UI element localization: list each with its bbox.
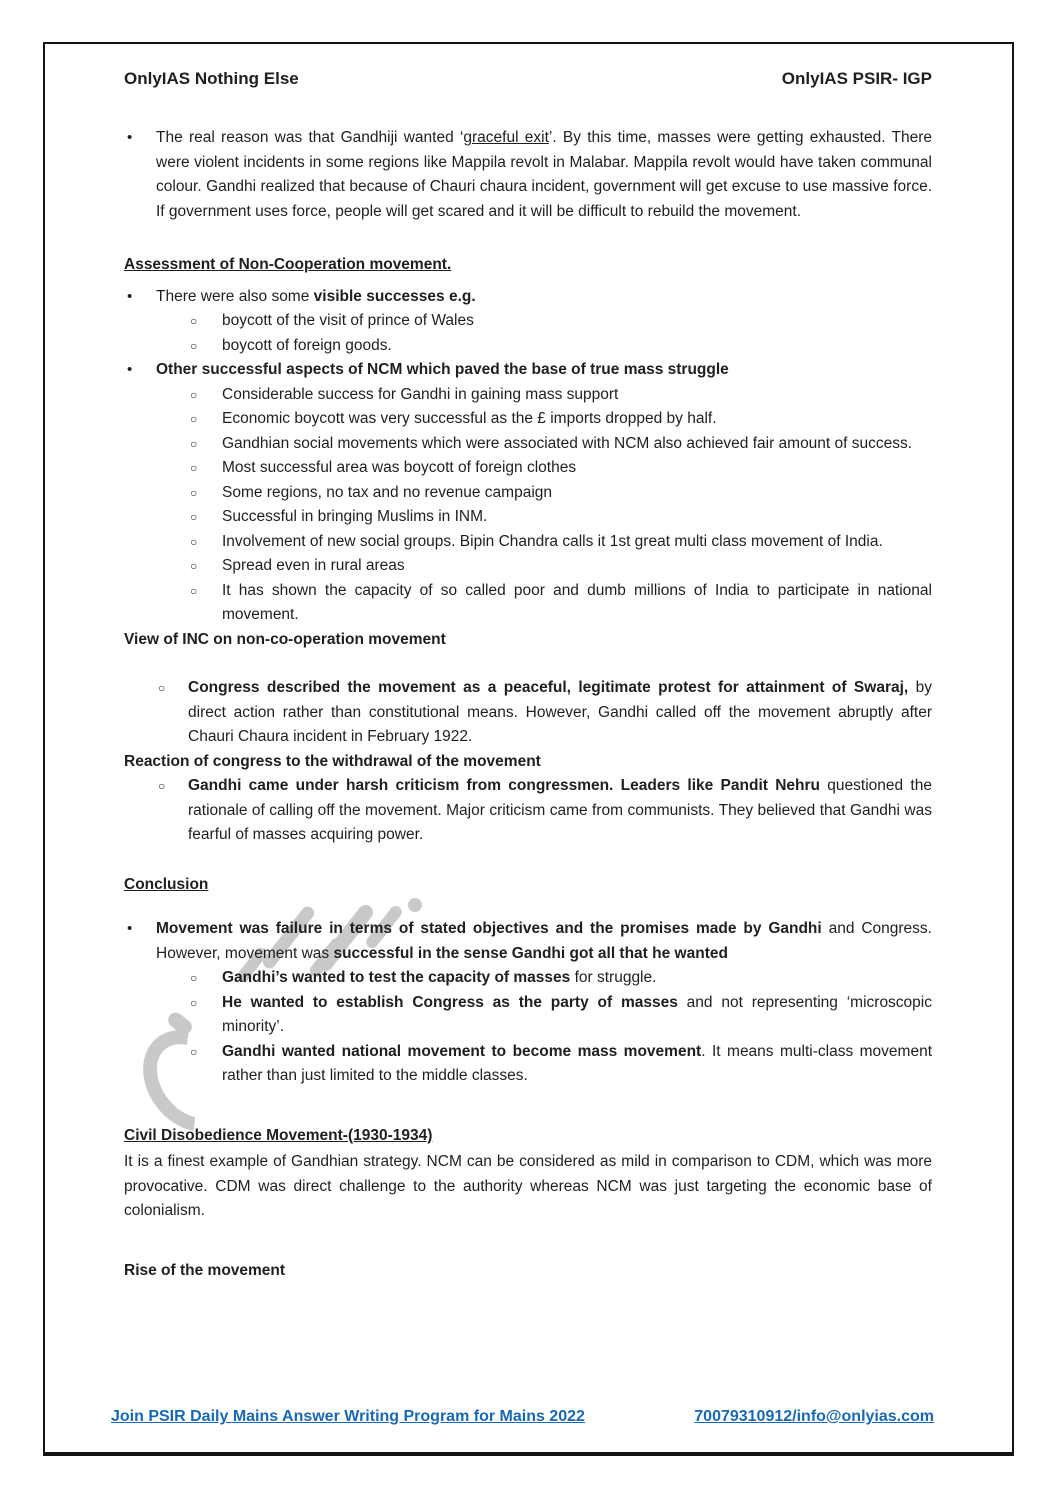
list-item: ○ Considerable success for Gandhi in gaining mass support bbox=[124, 383, 932, 408]
circle-marker: ○ bbox=[190, 387, 198, 402]
bullet-marker: • bbox=[127, 361, 133, 378]
section-heading-assessment: Assessment of Non-Cooperation movement. bbox=[124, 256, 452, 273]
footer-contact-link[interactable]: 70079310912/info@onlyias.com bbox=[694, 1408, 934, 1425]
footer-program-link[interactable]: Join PSIR Daily Mains Answer Writing Program for Mains 2022 bbox=[111, 1408, 585, 1425]
header-left-title: OnlyIAS Nothing Else bbox=[124, 69, 299, 88]
circle-marker: ○ bbox=[190, 583, 198, 598]
bullet-marker: • bbox=[127, 920, 133, 937]
circle-marker: ○ bbox=[190, 461, 198, 475]
section-heading-reaction: Reaction of congress to the withdrawal of the movement bbox=[124, 752, 541, 770]
section-heading-rise: Rise of the movement bbox=[124, 1261, 286, 1279]
list-item: ○ Involvement of new social groups. Bipin Chandra calls it 1st great multi class movement of India. bbox=[124, 530, 932, 555]
list-item: ○ Successful in bringing Muslims in INM. bbox=[124, 505, 932, 530]
underlined-phrase: graceful exit bbox=[463, 129, 549, 146]
circle-marker: ○ bbox=[190, 559, 198, 573]
section-heading-cdm: Civil Disobedience Movement-(1930-1934) bbox=[124, 1126, 433, 1144]
list-item: ○ Most successful area was boycott of foreign clothes bbox=[124, 456, 932, 481]
circle-marker: ○ bbox=[190, 436, 198, 451]
circle-marker: ○ bbox=[190, 338, 198, 353]
circle-marker: ○ bbox=[190, 995, 198, 1010]
list-item: ○ Economic boycott was very successful as the £ imports dropped by half. bbox=[124, 407, 932, 432]
circle-marker: ○ bbox=[158, 779, 166, 793]
list-item: ○ Gandhi’s wanted to test the capacity of masses for struggle. bbox=[124, 966, 932, 991]
bullet-marker: • bbox=[127, 287, 133, 305]
list-item: ○ Gandhi wanted national movement to become mass movement. It means multi-class movement rather than just limited to the middle classes. bbox=[124, 1040, 932, 1089]
intro-bullet-item bbox=[124, 126, 932, 224]
circle-marker: ○ bbox=[190, 971, 198, 985]
list-item: ○ Some regions, no tax and no revenue campaign bbox=[124, 481, 932, 506]
cdm-paragraph: It is a finest example of Gandhian strategy. NCM can be considered as mild in comparison to CDM, which was more provocative. CDM was direct challenge to the authority whereas NCM was just targeting the economic base of colonialism. bbox=[124, 1153, 932, 1219]
list-item: ○ Gandhian social movements which were associated with NCM also achieved fair amount of success. bbox=[124, 432, 932, 457]
circle-marker: ○ bbox=[190, 1044, 198, 1059]
list-item: • Other successful aspects of NCM which paved the base of true mass struggle bbox=[124, 358, 932, 383]
list-item: • There were also some visible successes e.g. bbox=[124, 285, 932, 310]
list-item: ○ boycott of foreign goods. bbox=[124, 334, 932, 359]
circle-marker: ○ bbox=[190, 314, 198, 328]
list-item: ○ It has shown the capacity of so called poor and dumb millions of India to participate in national movement. bbox=[124, 579, 932, 628]
circle-marker: ○ bbox=[190, 485, 198, 500]
list-item: ○ Gandhi came under harsh criticism from congressmen. Leaders like Pandit Nehru questioned the rationale of calling off the movement. Major criticism came from communists. They believed that Gandhi was fearful of masses acquiring power. bbox=[124, 774, 932, 848]
circle-marker: ○ bbox=[190, 510, 198, 524]
section-heading-inc-view: View of INC on non-co-operation movement bbox=[124, 630, 446, 648]
list-item: ○ boycott of the visit of prince of Wales bbox=[124, 309, 932, 334]
bullet-marker: • bbox=[127, 129, 133, 146]
page-footer bbox=[111, 1408, 934, 1426]
list-item: • Movement was failure in terms of stated objectives and the promises made by Gandhi and Congress. However, movement was successful in the sense Gandhi got all that he wanted bbox=[124, 917, 932, 966]
intro-text: The real reason was that Gandhiji wanted ‘graceful exit’. By this time, masses were getting exhausted. There were violent incidents in some regions like Mappila revolt in Malabar. Mappila revolt would have taken communal colour. Gandhi realized that because of Chauri chaura incident, government will get excuse to use massive force. If government uses force, people will get scared and it will be difficult to rebuild the movement. bbox=[156, 129, 932, 220]
document-content bbox=[45, 44, 1012, 1283]
assessment-list bbox=[124, 285, 932, 628]
circle-marker: ○ bbox=[158, 681, 166, 695]
list-item: ○ Congress described the movement as a peaceful, legitimate protest for attainment of Swaraj, by direct action rather than constitutional means. However, Gandhi called off the movement abruptly after Chauri Chaura incident in February 1922. bbox=[124, 676, 932, 750]
circle-marker: ○ bbox=[190, 412, 198, 426]
header-right-title: OnlyIAS PSIR- IGP bbox=[781, 69, 932, 88]
page-header bbox=[124, 68, 932, 90]
list-item: ○ Spread even in rural areas bbox=[124, 554, 932, 579]
section-heading-conclusion: Conclusion bbox=[124, 875, 209, 893]
list-item: ○ He wanted to establish Congress as the party of masses and not representing ‘microscopic minority’. bbox=[124, 991, 932, 1040]
circle-marker: ○ bbox=[190, 534, 198, 549]
page-border-frame bbox=[43, 42, 1014, 1456]
conclusion-list bbox=[124, 917, 932, 1089]
